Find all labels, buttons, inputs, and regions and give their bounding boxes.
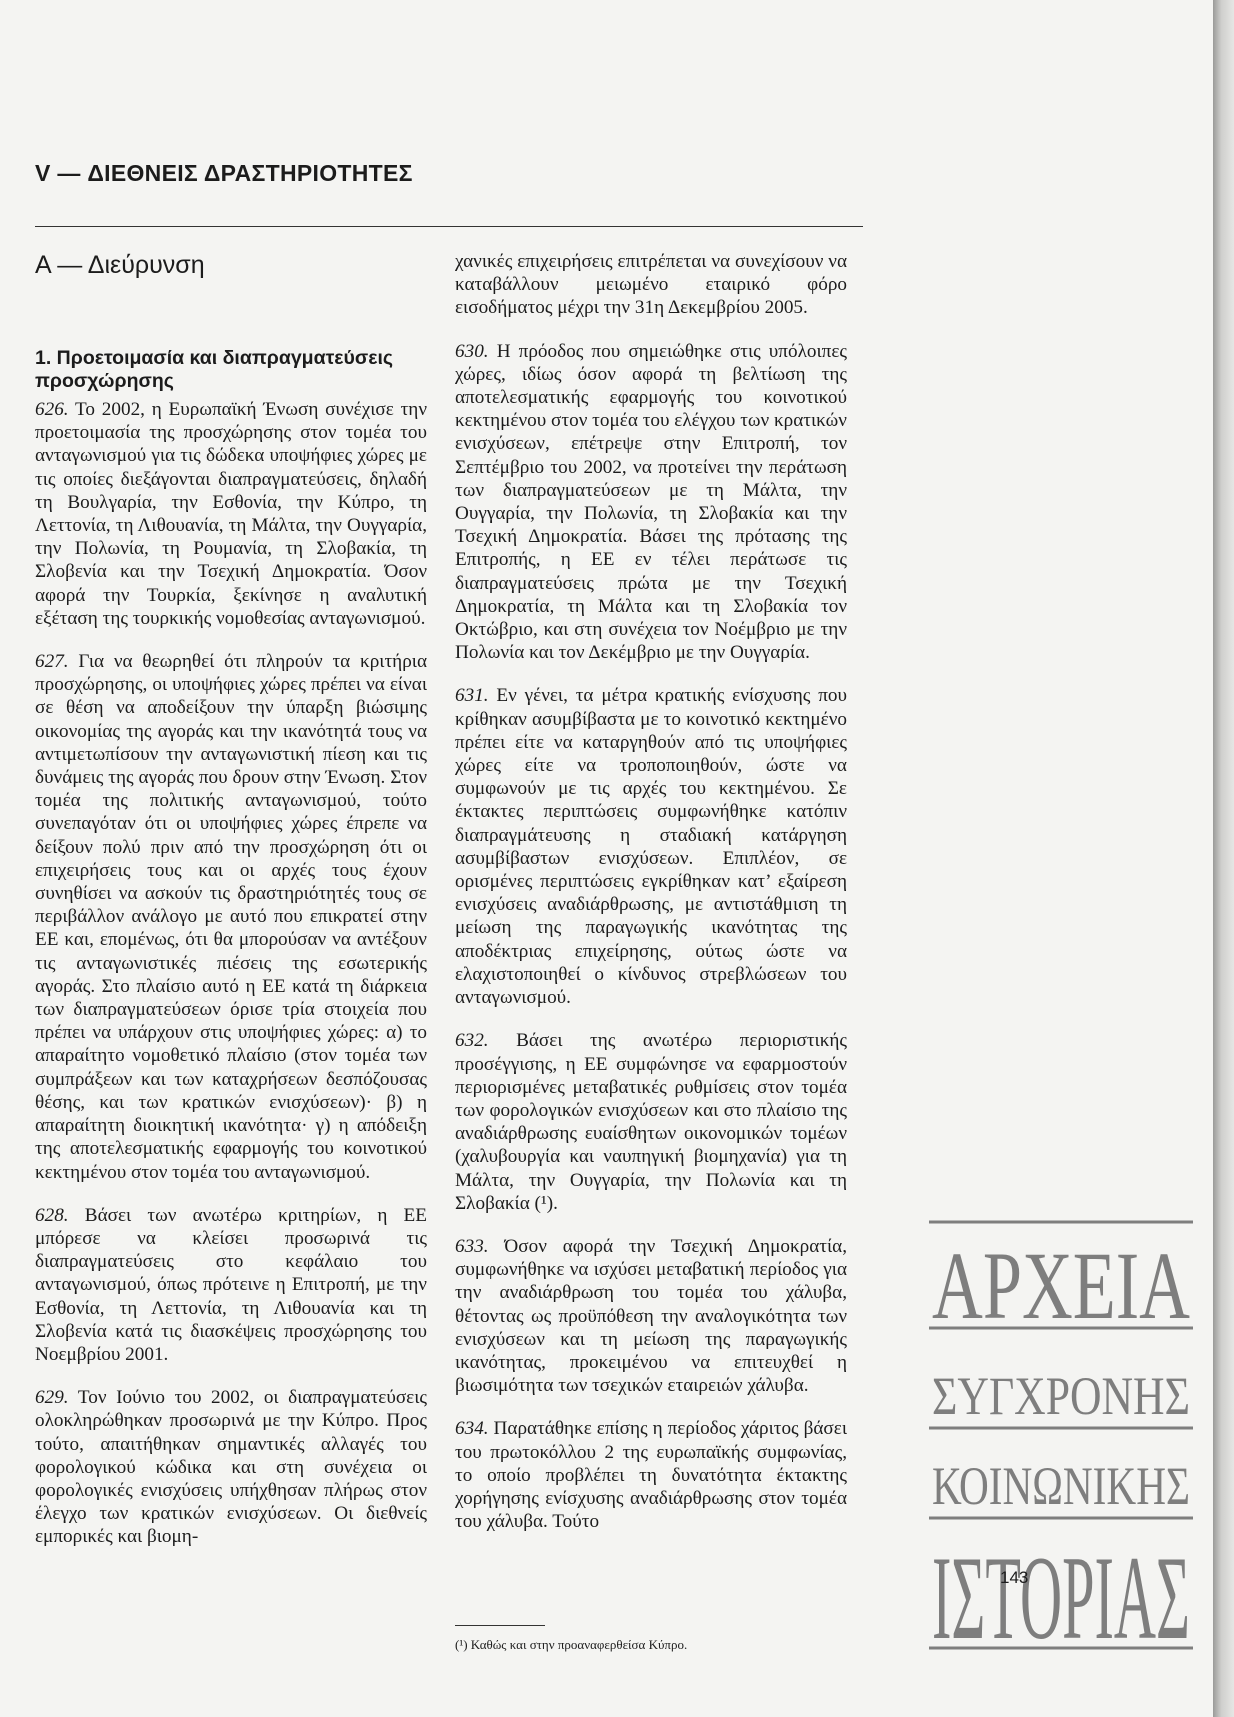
paragraph-number: 629.	[35, 1387, 69, 1409]
archive-stamp	[925, 1218, 1197, 1664]
paragraph-number: 627.	[35, 651, 69, 673]
left-column	[35, 250, 427, 1569]
paragraph	[455, 340, 847, 665]
page-number: 143	[1000, 1568, 1029, 1587]
footnote-rule	[455, 1625, 545, 1626]
paragraph	[455, 684, 847, 1009]
chapter-heading: V — ΔΙΕΘΝΕΙΣ ΔΡΑΣΤΗΡΙΟΤΗΤΕΣ	[35, 160, 413, 186]
paragraph	[35, 398, 427, 630]
paragraph-text: Βάσει των ανωτέρω κριτηρίων, η ΕΕ μπόρεσε να κλείσει προσωρινά τις διαπραγματεύσεις στο κεφάλαιο του ανταγωνισμού, όπως πρότεινε η Επιτροπή, με την Εσθονία, τη Λεττονία, τη Λιθουανία και τη Σλοβενία κατά τις διασκέψεις προσχώρησης του Νοεμβρίου 2001.	[35, 1204, 427, 1365]
paragraph-text: Εν γένει, τα μέτρα κρατικής ενίσχυσης που κρίθηκαν ασυμβίβαστα με το κοινοτικό κεκτημένο πρέπει είτε να καταργηθούν από τις υποψήφιες χώρες είτε να τροποποιηθούν, ώστε να συμφωνούν με τις αρχές του κεκτημένου. Σε έκτακτες περιπτώσεις συμφωνήθηκε κατόπιν διαπραγμάτευσης η σταδιακή κατάργηση ασυμβίβαστων ενισχύσεων. Επιπλέον, σε ορισμένες περιπτώσεις εγκρίθηκαν κατ’ εξαίρεση ενισχύσεις αναδιάρθρωσης, με αντιστάθμιση τη μείωση της παραγωγικής ικανότητας της αποδέκτριας επιχείρησης, ούτως ώστε να ελαχιστοποιηθεί ο κίνδυνος στρεβλώσεων του ανταγωνισμού.	[455, 685, 847, 1009]
right-column	[455, 250, 847, 1553]
paragraph	[455, 250, 847, 320]
paragraph	[35, 1386, 427, 1548]
paragraph-text: Παρατάθηκε επίσης η περίοδος χάριτος βάσει του πρωτοκόλλου 2 της ευρωπαϊκής συμφωνίας, το οποίο προβλέπει τη δυνατότητα έκτακτης χορήγησης ενίσχυσης αναδιάρθρωσης στον τομέα του χάλυβα. Τούτο	[455, 1418, 847, 1533]
paragraph-number: 634.	[455, 1418, 489, 1440]
archive-stamp-graphic	[925, 1218, 1197, 1664]
svg-text:ΚΟΙΝΩΝΙΚΗΣ: ΚΟΙΝΩΝΙΚΗΣ	[932, 1456, 1190, 1516]
paragraph-text: Τον Ιούνιο του 2002, οι διαπραγματεύσεις ολοκληρώθηκαν προσωρινά με την Κύπρο. Προς τούτο, απαιτήθηκαν σημαντικές αλλαγές του φορολογικού κώδικα και στη συνέχεια οι φορολογικές ενισχύσεις υπήχθησαν πλήρως στον έλεγχο των κρατικών ενισχύσεων. Οι διεθνείς εμπορικές και βιομη-	[35, 1387, 427, 1548]
right-paragraphs	[455, 250, 847, 1533]
paragraph	[455, 1029, 847, 1215]
section-heading: Α — Διεύρυνση	[35, 251, 205, 279]
paragraph-text: χανικές επιχειρήσεις επιτρέπεται να συνεχίσουν να καταβάλλουν μειωμένο εταιρικό φόρο εισοδήματος μέχρι την 31η Δεκεμβρίου 2005.	[455, 251, 847, 319]
paragraph	[35, 1204, 427, 1366]
paragraph-number: 631.	[455, 685, 489, 707]
scan-edge-shadow	[1213, 0, 1234, 1717]
svg-text:ΑΡΧΕΙΑ: ΑΡΧΕΙΑ	[932, 1232, 1190, 1339]
paragraph-number: 630.	[455, 340, 489, 362]
svg-text:ΙΣΤΟΡΙΑΣ: ΙΣΤΟΡΙΑΣ	[932, 1531, 1190, 1664]
paragraph	[455, 1417, 847, 1533]
paragraph-text: Για να θεωρηθεί ότι πληρούν τα κριτήρια προσχώρησης, οι υποψήφιες χώρες πρέπει να είναι σε θέση να αποδείξουν την ύπαρξη βιώσιμης οικονομίας της αγοράς και την ικανότητά τους να αντιμετωπίσουν την ανταγωνιστική πίεση και τις δυνάμεις της αγοράς που δρουν στην Ένωση. Στον τομέα της πολιτικής ανταγωνισμού, τούτο συνεπαγόταν ότι οι υποψήφιες χώρες έπρεπε να δείξουν πολύ πριν από την προσχώρηση ότι οι επιχειρήσεις τους και οι αρχές τους έχουν συνηθίσει να ασκούν τις δραστηριότητές τους σε περιβάλλον ανάλογο με αυτό που επικρατεί στην ΕΕ και, επομένως, ότι θα μπορούσαν να αντέξουν τις ανταγωνιστικές πιέσεις της εσωτερικής αγοράς. Στο πλαίσιο αυτό η ΕΕ κατά τη διάρκεια των διαπραγματεύσεων όρισε τρία στοιχεία που πρέπει να υπάρχουν στις υποψήφιες χώρες: α) το απαραίτητο νομοθετικό πλαίσιο (στον τομέα των συμπράξεων και των καταχρήσεων δεσπόζουσας θέσης, και των κρατικών ενισχύσεων)· β) η απαραίτητη διοικητική ικανότητα· γ) η απόδειξη της αποτελεσματικής εφαρμογής του κοινοτικού κεκτημένου στον τομέα του ανταγωνισμού.	[35, 651, 427, 1183]
paragraph-number: 626.	[35, 399, 69, 420]
paragraph-number: 628.	[35, 1204, 69, 1226]
footnote: (¹) Καθώς και στην προαναφερθείσα Κύπρο.	[455, 1637, 688, 1652]
heading-rule	[35, 226, 863, 227]
svg-text:ΣΥΓΧΡΟΝΗΣ: ΣΥΓΧΡΟΝΗΣ	[932, 1366, 1190, 1426]
paragraph-number: 632.	[455, 1030, 489, 1052]
left-paragraphs	[35, 398, 427, 1549]
paragraph-text: Όσον αφορά την Τσεχική Δημοκρατία, συμφωνήθηκε να ισχύσει μεταβατική περίοδος για την αναδιάρθρωση του τομέα του χάλυβα, θέτοντας ως προϋπόθεση την αναλογικότητα των ενισχύσεων και τη μείωση της παραγωγικής ικανότητας, προκειμένου να επιτευχθεί η βιωσιμότητα των τσεχικών εταιρειών χάλυβα.	[455, 1235, 847, 1397]
subsection-heading: 1. Προετοιμασία και διαπραγματεύσεις προσχώρησης	[35, 347, 394, 392]
paragraph-text: Το 2002, η Ευρωπαϊκή Ένωση συνέχισε την προετοιμασία της προσχώρησης στον τομέα του ανταγωνισμού για τις δώδεκα υποψήφιες χώρες με τις οποίες διεξάγονται διαπραγματεύσεις, δηλαδή τη Βουλγαρία, την Εσθονία, την Κύπρο, τη Λεττονία, τη Λιθουανία, τη Μάλτα, την Ουγγαρία, την Πολωνία, τη Ρουμανία, τη Σλοβακία, τη Σλοβενία και την Τσεχική Δημοκρατία. Όσον αφορά την Τουρκία, ξεκίνησε η αναλυτική εξέταση της τουρκικής νομοθεσίας ανταγωνισμού.	[35, 399, 427, 629]
paragraph	[455, 1235, 847, 1397]
paragraph	[35, 650, 427, 1184]
paragraph-text: Η πρόοδος που σημειώθηκε στις υπόλοιπες χώρες, ιδίως όσον αφορά τη βελτίωση της αποτελεσματικής εφαρμογής του κοινοτικού κεκτημένου στον τομέα του ελέγχου των κρατικών ενισχύσεων, επέτρεψε στην Επιτροπή, τον Σεπτέμβριο του 2002, να προτείνει την περάτωση των διαπραγματεύσεων με τη Μάλτα, την Ουγγαρία, την Πολωνία, τη Σλοβακία και την Τσεχική Δημοκρατία. Βάσει της πρότασης της Επιτροπής, η ΕΕ εν τέλει περάτωσε τις διαπραγματεύσεις πρώτα με την Τσεχική Δημοκρατία, τη Μάλτα και τη Σλοβακία τον Οκτώβριο, και στη συνέχεια τον Νοέμβριο με την Πολωνία και τον Δεκέμβριο με την Ουγγαρία.	[455, 340, 847, 664]
paragraph-number: 633.	[455, 1235, 489, 1257]
paragraph-text: Βάσει της ανωτέρω περιοριστικής προσέγγισης, η ΕΕ συμφώνησε να εφαρμοστούν περιορισμένες μεταβατικές ρυθμίσεις στον τομέα των φορολογικών ενισχύσεων και στο πλαίσιο της αναδιάρθρωσης ευαίσθητων οικονομικών τομέων (χαλυβουργία και ναυπηγική βιομηχανία) για τη Μάλτα, την Ουγγαρία, την Πολωνία και τη Σλοβακία (¹).	[455, 1030, 847, 1214]
